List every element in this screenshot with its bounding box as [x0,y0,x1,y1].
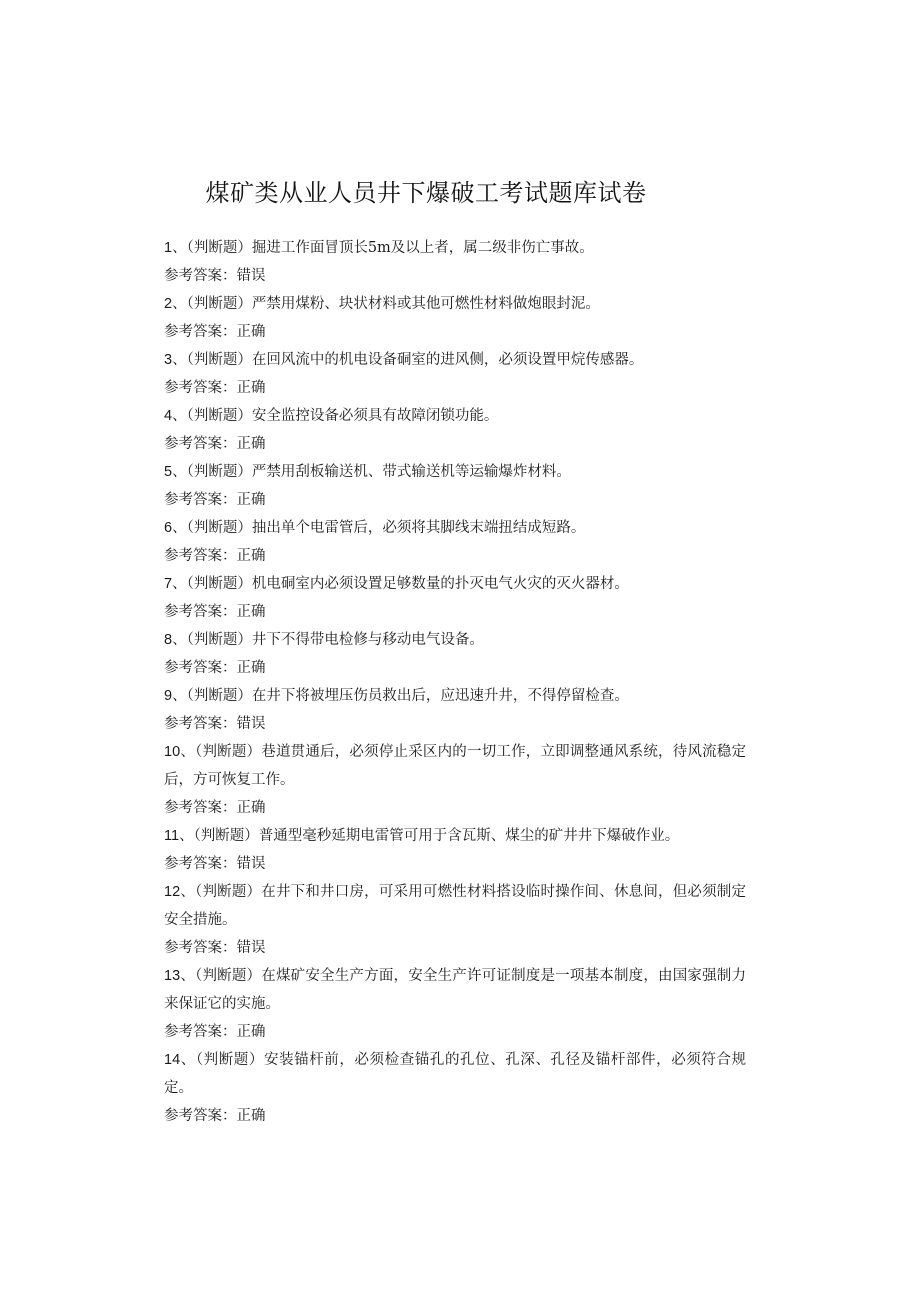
answer-value: 错误 [236,940,266,956]
question-type: （判断题） [186,408,252,424]
question-separator: 、 [172,632,187,648]
question-separator: 、 [180,1052,196,1068]
question-item [164,234,746,290]
answer-value: 正确 [236,800,266,816]
question-separator: 、 [172,240,187,256]
answer-label: 参考答案： [164,604,237,620]
question-separator: 、 [179,828,194,844]
question-number: 8 [164,632,173,648]
answer-label: 参考答案： [164,436,237,452]
question-item [164,514,746,570]
answer-line [164,542,746,570]
question-separator: 、 [172,576,187,592]
question-list [164,234,746,1130]
question-text [164,290,746,318]
question-text [164,738,746,794]
question-item [164,878,746,962]
question-text [164,346,746,374]
answer-value: 正确 [236,548,266,564]
answer-line [164,710,746,738]
answer-value: 错误 [236,716,266,732]
answer-value: 正确 [236,604,266,620]
question-number: 4 [164,408,173,424]
question-text [164,402,746,430]
question-text [164,878,746,934]
question-item [164,1046,746,1130]
question-number: 9 [164,688,173,704]
question-separator: 、 [172,408,187,424]
question-body: 在井下和井口房，可采用可燃性材料搭设临时操作间、休息间，但必须制定安全措施。 [164,884,747,928]
answer-line [164,374,746,402]
question-type: （判断题） [186,632,252,648]
question-body: 严禁用刮板输送机、带式输送机等运输爆炸材料。 [251,464,571,480]
question-type: （判断题） [186,464,252,480]
question-number: 10 [164,744,181,760]
answer-line [164,934,746,962]
answer-value: 正确 [236,1024,266,1040]
question-separator: 、 [180,744,196,760]
question-type: （判断题） [186,576,252,592]
answer-label: 参考答案： [164,324,237,340]
question-body: 普通型毫秒延期电雷管可用于含瓦斯、煤尘的矿井井下爆破作业。 [258,828,680,844]
question-number: 2 [164,296,173,312]
question-separator: 、 [172,352,187,368]
answer-line [164,430,746,458]
answer-line [164,318,746,346]
question-number: 7 [164,576,173,592]
answer-line [164,262,746,290]
question-body: 机电硐室内必须设置足够数量的扑灭电气火灾的灭火器材。 [251,576,629,592]
question-type: （判断题） [186,296,252,312]
question-number: 5 [164,464,173,480]
answer-line [164,486,746,514]
question-text [164,822,746,850]
question-separator: 、 [180,884,196,900]
question-item [164,570,746,626]
answer-label: 参考答案： [164,268,237,284]
answer-label: 参考答案： [164,548,237,564]
question-separator: 、 [172,296,187,312]
question-type: （判断题） [193,828,259,844]
question-number: 12 [164,884,181,900]
question-body: 巷道贯通后，必须停止采区内的一切工作，立即调整通风系统，待风流稳定后，方可恢复工作。 [164,744,747,788]
question-separator: 、 [172,688,187,704]
question-body: 在井下将被埋压伤员救出后，应迅速升井，不得停留检查。 [251,688,629,704]
question-separator: 、 [180,968,196,984]
question-body: 严禁用煤粉、块状材料或其他可燃性材料做炮眼封泥。 [251,296,600,312]
question-text [164,234,746,262]
answer-label: 参考答案： [164,660,237,676]
question-item [164,738,746,822]
answer-value: 正确 [236,324,266,340]
question-text [164,458,746,486]
question-type: （判断题） [186,688,252,704]
question-number: 1 [164,240,173,256]
question-item [164,682,746,738]
answer-line [164,598,746,626]
question-type: （判断题） [195,968,262,984]
answer-label: 参考答案： [164,940,237,956]
answer-value: 正确 [236,436,266,452]
question-text [164,570,746,598]
answer-label: 参考答案： [164,492,237,508]
question-number: 6 [164,520,173,536]
answer-label: 参考答案： [164,380,237,396]
question-separator: 、 [172,520,187,536]
answer-label: 参考答案： [164,716,237,732]
question-text [164,626,746,654]
question-type: （判断题） [186,352,252,368]
answer-line [164,850,746,878]
question-item [164,458,746,514]
answer-value: 正确 [236,1108,266,1124]
question-item [164,626,746,682]
answer-label: 参考答案： [164,1108,237,1124]
answer-value: 错误 [236,268,266,284]
answer-line [164,1102,746,1130]
question-number: 3 [164,352,173,368]
answer-value: 正确 [236,380,266,396]
question-item [164,290,746,346]
answer-label: 参考答案： [164,800,237,816]
question-body: 掘进工作面冒顶长5m及以上者，属二级非伤亡事故。 [251,240,594,256]
question-number: 11 [164,828,180,844]
answer-value: 正确 [236,492,266,508]
question-number: 13 [164,968,181,984]
question-type: （判断题） [195,884,262,900]
question-item [164,822,746,878]
question-item [164,346,746,402]
answer-value: 正确 [236,660,266,676]
question-type: （判断题） [186,520,252,536]
question-separator: 、 [172,464,187,480]
question-body: 安装锚杆前，必须检查锚孔的孔位、孔深、孔径及锚杆部件，必须符合规定。 [164,1052,747,1096]
question-type: （判断题） [186,240,252,256]
question-text [164,514,746,542]
question-text [164,1046,746,1102]
answer-value: 错误 [236,856,266,872]
question-item [164,402,746,458]
question-item [164,962,746,1046]
question-text [164,962,746,1018]
question-body: 在回风流中的机电设备硐室的进风侧，必须设置甲烷传感器。 [251,352,644,368]
answer-label: 参考答案： [164,1024,237,1040]
question-body: 井下不得带电检修与移动电气设备。 [251,632,484,648]
answer-line [164,654,746,682]
question-body: 安全监控设备必须具有故障闭锁功能。 [251,408,499,424]
answer-label: 参考答案： [164,856,237,872]
question-body: 抽出单个电雷管后，必须将其脚线末端扭结成短路。 [251,520,586,536]
question-type: （判断题） [195,1052,264,1068]
answer-line [164,1018,746,1046]
answer-line [164,794,746,822]
question-type: （判断题） [195,744,262,760]
question-text [164,682,746,710]
question-number: 14 [164,1052,181,1068]
document-title: 煤矿类从业人员井下爆破工考试题库试卷 [205,179,647,207]
question-body: 在煤矿安全生产方面，安全生产许可证制度是一项基本制度，由国家强制力来保证它的实施。 [164,968,747,1012]
